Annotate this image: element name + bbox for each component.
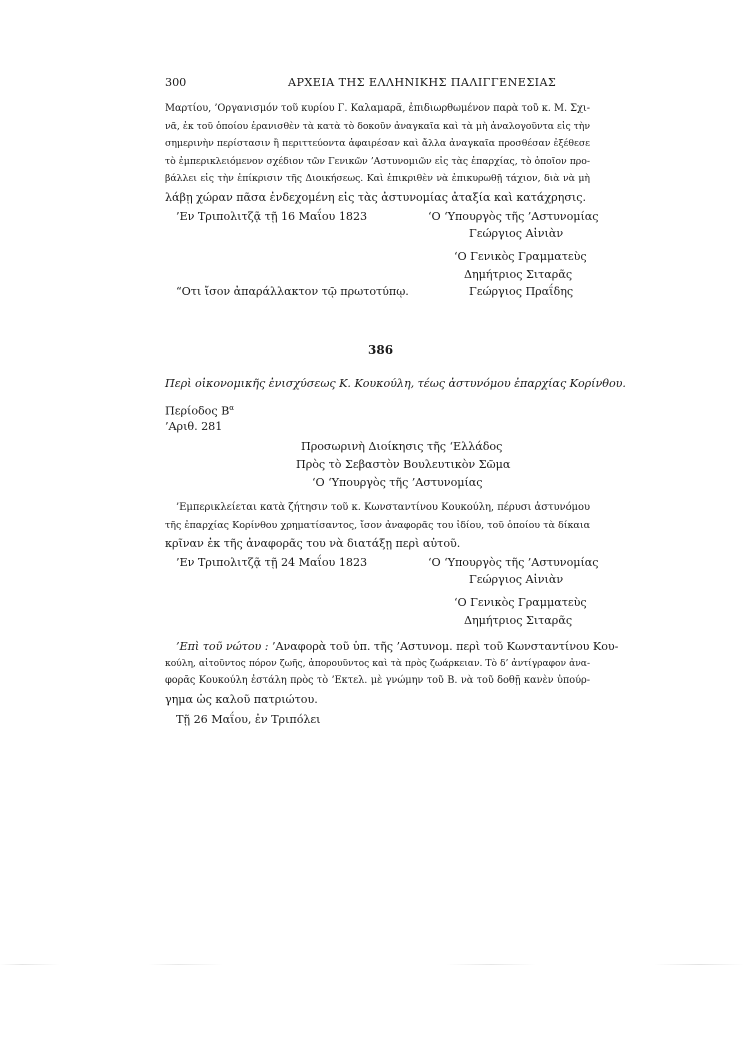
closing-date: Τῇ 26 Μαΐου, ἐν Τριπόλει bbox=[176, 713, 321, 726]
note-text: ’Αναφορὰ τοῦ ὑπ. τῆς ’Αστυνομ. περὶ τοῦ Κωνσταντίνου Κου- bbox=[268, 640, 619, 653]
page-number: 300 bbox=[165, 76, 187, 89]
paragraph-line: λάβῃ χώραν πᾶσα ἐνδεχομένη εἰς τὰς ἀστυνομίας ἀταξία καὶ κατάχρησις. bbox=[165, 191, 586, 204]
secretary-title: ‘Ο Γενικὸς Γραμματεὺς bbox=[454, 596, 587, 609]
body-line: κρῖναν ἐκ τῆς ἀναφορᾶς του νὰ διατάξῃ περὶ αὐτοῦ. bbox=[165, 537, 461, 550]
note-label: ’Επὶ τοῦ νώτου : bbox=[176, 640, 269, 653]
paragraph-line: νᾶ, ἐκ τοῦ ὁποίου ἐρανισθὲν τὰ κατὰ τὸ δοκοῦν ἀναγκαῖα καὶ τὰ μὴ ἀναλογοῦντα εἰς τὴν bbox=[165, 121, 590, 132]
place-date: ’Εν Τριπολιτζᾷ τῇ 24 Μαΐου 1823 bbox=[176, 556, 368, 569]
minister-title: ‘Ο ‘Υπουργὸς τῆς ’Αστυνομίας bbox=[428, 556, 599, 569]
heading-line: ‘Ο ‘Υπουργὸς τῆς ’Αστυνομίας bbox=[312, 476, 483, 489]
secretary-name: Δημήτριος Σιταρᾶς bbox=[464, 268, 573, 281]
heading-line: Πρὸς τὸ Σεβαστὸν Βουλευτικὸν Σῶμα bbox=[296, 458, 511, 471]
paragraph-line: τὸ ἐμπερικλειόμενον σχέδιον τῶν Γενικῶν ’Αστυνομιῶν εἰς τὰς ἐπαρχίας, τὸ ὁποῖον προ- bbox=[165, 156, 590, 167]
body-line: ’Εμπερικλείεται κατὰ ζήτησιν τοῦ κ. Κωνσταντίνου Κουκούλη, πέρυσι ἀστυνόμου bbox=[176, 502, 590, 513]
certifier-name: Γεώργιος Πραΐδης bbox=[469, 285, 574, 298]
document-title: Περὶ οἰκονομικῆς ἐνισχύσεως Κ. Κουκούλη, τέως ἀστυνόμου ἐπαρχίας Κορίνθου. bbox=[165, 377, 626, 390]
period bbox=[165, 404, 234, 418]
period-sup: α bbox=[229, 404, 234, 412]
document-number: 386 bbox=[368, 343, 394, 357]
paragraph-line: Μαρτίου, ’Οργανισμόν τοῦ κυρίου Γ. Καλαμαρᾶ, ἐπιδιωρθωμένον παρὰ τοῦ κ. Μ. Σχι- bbox=[165, 103, 590, 114]
note-line: φορᾶς Κουκούλη ἐστάλη πρὸς τὸ ’Εκτελ. μὲ γνώμην τοῦ Β. νὰ τοῦ δοθῇ κανὲν ὑπούρ- bbox=[165, 675, 590, 686]
place-date: ’Εν Τριπολιτζᾷ τῇ 16 Μαΐου 1823 bbox=[176, 210, 368, 223]
note-line: γημα ὡς καλοῦ πατριώτου. bbox=[165, 693, 318, 706]
secretary-title: ‘Ο Γενικὸς Γραμματεὺς bbox=[454, 250, 587, 263]
paragraph-line: σημερινὴν περίστασιν ἢ περιττεύοντα ἀφαιρέσαν καὶ ἄλλα ἀναγκαῖα προσθέσαν ἐξέθεσε bbox=[165, 138, 590, 149]
certification: “Οτι ἴσον ἀπαράλλακτον τῷ πρωτοτύπῳ. bbox=[176, 285, 409, 298]
scan-artifact bbox=[0, 964, 744, 965]
minister-name: Γεώργιος Αἰνιὰν bbox=[469, 227, 564, 240]
paragraph-line: βάλλει εἰς τὴν ἐπίκρισιν τῆς Διοικήσεως. Καὶ ἐπικριθὲν νὰ ἐπικυρωθῇ τάχιον, διὰ νὰ μὴ bbox=[165, 173, 590, 184]
body-line: τῆς ἐπαρχίας Κορίνθου χρηματίσαντος, ἴσον ἀναφορᾶς του ἰδίου, τοῦ ὁποίου τὰ δίκαια bbox=[165, 520, 590, 531]
minister-title: ‘Ο ‘Υπουργὸς τῆς ’Αστυνομίας bbox=[428, 210, 599, 223]
minister-name: Γεώργιος Αἰνιὰν bbox=[469, 573, 564, 586]
period-text: Περίοδος Β bbox=[165, 404, 230, 418]
note-line: κούλη, αἰτοῦντος πόρον ζωῆς, ἀπορουῦντος καὶ τὰ πρὸς ζωάρκειαν. Τὸ δ’ ἀντίγραφον ἀνα- bbox=[165, 658, 590, 669]
secretary-name: Δημήτριος Σιταρᾶς bbox=[464, 614, 573, 627]
heading-line: Προσωρινὴ Διοίκησις τῆς ‘Ελλάδος bbox=[301, 440, 503, 453]
note-first-line bbox=[176, 640, 619, 653]
ref-number: ’Αριθ. 281 bbox=[165, 420, 223, 433]
running-title: ΑΡΧΕΙΑ ΤΗΣ ΕΛΛΗΝΙΚΗΣ ΠΑΛΙΓΓΕΝΕΣΙΑΣ bbox=[288, 76, 557, 89]
